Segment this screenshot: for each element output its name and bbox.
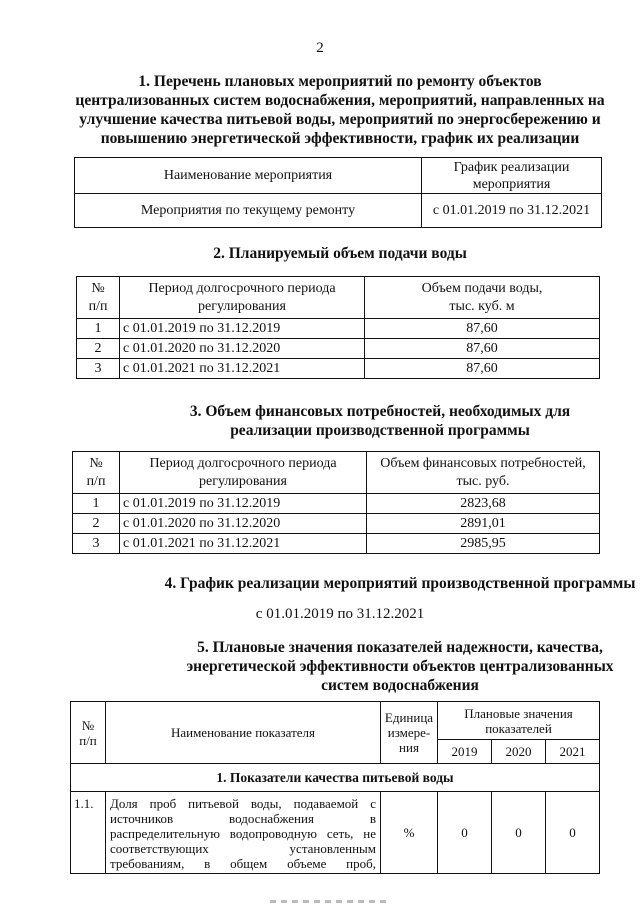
row-value: 87,60: [365, 319, 600, 339]
section1-title-line: повышению энергетической эффективности, график их реализации: [100, 130, 580, 147]
table-row: [77, 359, 600, 379]
section3-title-line: 3. Объем финансовых потребностей, необходимых для: [189, 403, 571, 420]
indicator-name-line: требованиям, в общем объеме проб,: [110, 856, 376, 871]
header-finance: [367, 452, 600, 494]
row-period: с 01.01.2020 по 31.12.2020: [120, 339, 365, 359]
row-number: 1: [73, 494, 120, 514]
header-year: 2021: [546, 740, 600, 764]
header-num-line: п/п: [79, 732, 97, 748]
header-num-line: п/п: [88, 298, 108, 314]
header-period: [120, 277, 365, 319]
header-schedule-line: График реализации: [453, 159, 570, 175]
row-value-2019: 0: [438, 792, 492, 874]
section5-title-line: 5. Плановые значения показателей надежности, качества,: [197, 639, 603, 656]
header-finance-line: Объем финансовых потребностей,: [380, 455, 586, 471]
water-supply-table: [76, 276, 600, 379]
header-num: [73, 452, 120, 494]
row-indicator-name: [106, 792, 381, 874]
section5-title-line: систем водоснабжения: [321, 677, 479, 694]
table-row: [73, 534, 600, 554]
header-num: [77, 277, 120, 319]
page-number: 2: [316, 40, 324, 56]
header-num-line: п/п: [86, 473, 106, 489]
scan-artifact: [270, 900, 390, 903]
header-num-line: №: [89, 455, 103, 471]
header-volume-line: тыс. куб. м: [449, 298, 515, 314]
section3-title: [60, 402, 640, 440]
indicator-name-line: Доля проб питьевой воды, подаваемой с: [110, 796, 376, 811]
row-value: 2891,01: [367, 514, 600, 534]
indicator-name-line: соответствующих установленным: [110, 841, 376, 856]
row-number: 3: [77, 359, 120, 379]
header-unit-line: измере-: [387, 725, 431, 740]
header-period-line: Период долгосрочного периода: [148, 280, 336, 296]
header-finance-line: тыс. руб.: [456, 473, 510, 489]
group-title: 1. Показатели качества питьевой воды: [71, 764, 600, 792]
row-period: с 01.01.2021 по 31.12.2021: [120, 534, 367, 554]
header-measure-name: Наименование мероприятия: [75, 158, 422, 194]
row-unit: %: [381, 792, 438, 874]
row-period: с 01.01.2020 по 31.12.2020: [120, 514, 367, 534]
table-row: [71, 792, 600, 874]
row-value: 87,60: [365, 359, 600, 379]
indicator-name-line: распределительную водопроводную сеть, не: [110, 826, 376, 841]
header-year: 2020: [492, 740, 546, 764]
section1-title-line: улучшение качества питьевой воды, мероприятий по энергосбережению и: [79, 111, 601, 128]
section5-title-line: энергетической эффективности объектов централизованных: [186, 658, 614, 675]
header-schedule-line: мероприятия: [472, 176, 551, 192]
table-row: [77, 319, 600, 339]
header-period-line: регулирования: [199, 473, 287, 489]
row-period: с 01.01.2019 по 31.12.2019: [120, 494, 367, 514]
table-row: [73, 494, 600, 514]
table-row: [77, 339, 600, 359]
financial-needs-table: [72, 451, 600, 554]
header-plan-line: Плановые значения: [464, 705, 573, 721]
section2-title: 2. Планируемый объем подачи воды: [213, 245, 467, 262]
header-plan-line: показателей: [485, 720, 552, 736]
row-value-2020: 0: [492, 792, 546, 874]
row-value: 87,60: [365, 339, 600, 359]
row-number: 3: [73, 534, 120, 554]
header-num: [71, 702, 106, 764]
row-number: 2: [77, 339, 120, 359]
row-period: с 01.01.2019 по 31.12.2019: [120, 319, 365, 339]
header-indicator-name: Наименование показателя: [106, 702, 381, 764]
header-period-line: Период долгосрочного периода: [149, 455, 337, 471]
section1-title-line: централизованных систем водоснабжения, мероприятий, направленных на: [75, 92, 605, 109]
header-volume: [365, 277, 600, 319]
header-unit-line: Единица: [384, 710, 434, 725]
indicators-table: [70, 701, 600, 874]
measure-name: Мероприятия по текущему ремонту: [75, 194, 422, 228]
row-number: 2: [73, 514, 120, 534]
header-volume-line: Объем подачи воды,: [421, 280, 543, 296]
section4-title: 4. График реализации мероприятий производственной программы: [164, 575, 636, 592]
section5-title: [60, 638, 640, 695]
section4-period: с 01.01.2019 по 31.12.2021: [255, 606, 425, 622]
row-value-2021: 0: [546, 792, 600, 874]
row-number: 1.1.: [71, 792, 106, 874]
row-value: 2823,68: [367, 494, 600, 514]
section3-title-line: реализации производственной программы: [230, 422, 530, 439]
header-num-line: №: [91, 280, 105, 296]
header-num-line: №: [81, 717, 95, 733]
indicator-name-line: источников водоснабжения в: [110, 811, 376, 826]
row-period: с 01.01.2021 по 31.12.2021: [120, 359, 365, 379]
row-value: 2985,95: [367, 534, 600, 554]
section1-title-line: 1. Перечень плановых мероприятий по ремонту объектов: [138, 73, 542, 90]
header-unit: [381, 702, 438, 764]
header-unit-line: ния: [399, 740, 419, 755]
table-row: [73, 514, 600, 534]
section1-title: [60, 72, 620, 148]
header-period: [120, 452, 367, 494]
header-plan-values: [438, 702, 600, 740]
row-number: 1: [77, 319, 120, 339]
measures-table: [74, 157, 602, 228]
header-schedule: [422, 158, 602, 194]
header-year: 2019: [438, 740, 492, 764]
header-period-line: регулирования: [198, 298, 286, 314]
measure-schedule: с 01.01.2019 по 31.12.2021: [422, 194, 602, 228]
